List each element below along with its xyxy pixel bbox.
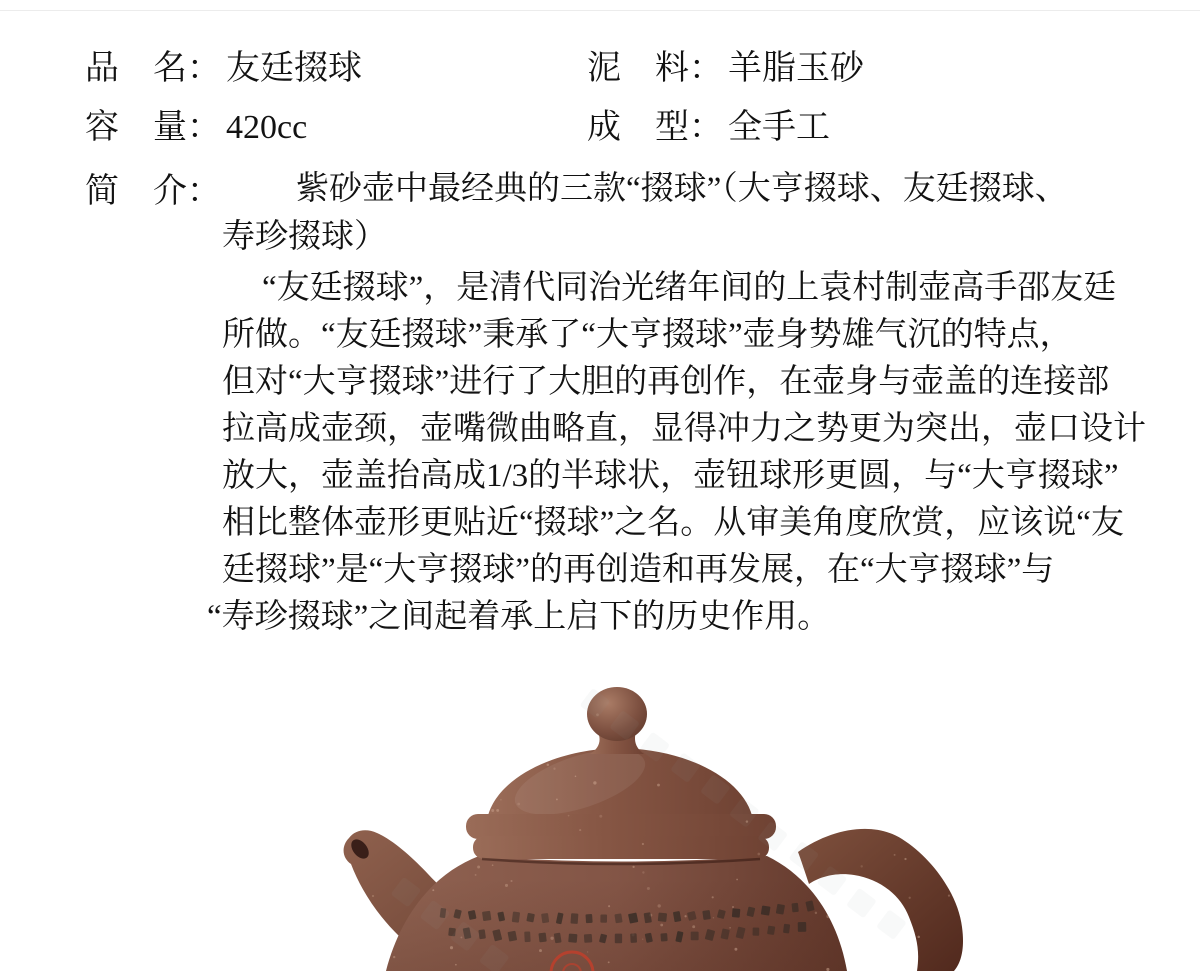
inscription-mark: [570, 913, 578, 924]
speckle-dot: [458, 739, 461, 742]
paragraph-line: 拉高成壶颈，壶嘴微曲略直，显得冲力之势更为突出，壶口设计: [222, 411, 1146, 447]
intro-text: [222, 167, 1068, 263]
inscription-mark: [761, 905, 771, 915]
inscription-mark: [767, 926, 775, 935]
paragraph-line: 廷掇球”是“大亨掇球”的再创造和再发展，在“大亨掇球”与: [222, 552, 1055, 588]
paragraph-line: 所做。“友廷掇球”秉承了“大亨掇球”壶身势雄气沉的特点，: [222, 317, 1073, 353]
speckle-dot: [909, 897, 911, 899]
speckle-dot: [608, 961, 610, 963]
speckle-dot: [754, 720, 757, 723]
speckle-dot: [946, 840, 947, 841]
speckle-dot: [575, 776, 577, 778]
spec-value-name: 友廷掇球: [226, 50, 362, 87]
inscription-mark: [702, 910, 711, 920]
speckle-dot: [593, 781, 596, 784]
speckle-dot: [968, 781, 971, 784]
inscription-mark: [478, 929, 486, 939]
speckle-dot: [344, 911, 346, 913]
speckle-dot: [550, 713, 552, 715]
speckle-dot: [848, 928, 850, 930]
speckle-dot: [599, 815, 602, 818]
speckle-dot: [405, 773, 408, 776]
inscription-mark: [584, 934, 592, 943]
spec-item-name: [85, 49, 587, 108]
speckle-dot: [572, 724, 574, 726]
speckle-dot: [475, 874, 477, 876]
speckle-dot: [579, 829, 581, 831]
speckle-dot: [894, 854, 896, 856]
lid-flange: [466, 814, 776, 839]
speckle-dot: [385, 711, 387, 713]
inscription-mark: [600, 914, 607, 922]
inscription-mark: [792, 903, 799, 913]
speckle-dot: [715, 700, 718, 703]
speckle-dot: [924, 778, 927, 781]
speckle-dot: [807, 806, 809, 808]
speckle-dot: [396, 766, 398, 768]
paragraph-line: 相比整体壶形更贴近“掇球”之名。从审美角度欣赏，应该说“友: [222, 505, 1124, 541]
speckle-dot: [940, 746, 942, 748]
speckle-dot: [871, 926, 874, 929]
inscription-mark: [753, 928, 760, 936]
speckle-dot: [455, 964, 457, 966]
inscription-mark: [783, 924, 790, 934]
spec-grid: [85, 49, 864, 167]
intro-paragraph: [207, 266, 1146, 642]
speckle-dot: [477, 866, 480, 869]
speckle-dot: [496, 809, 499, 812]
speckle-dot: [713, 917, 714, 918]
spec-label-capacity: 容 量：: [85, 109, 221, 146]
spec-value-forming: 全手工: [728, 109, 830, 146]
speckle-dot: [817, 778, 819, 780]
speckle-dot: [510, 880, 512, 882]
spec-label-forming: 成 型：: [587, 109, 723, 146]
speckle-dot: [550, 937, 553, 940]
intro-line: 寿珍掇球）: [222, 219, 387, 255]
inscription-mark: [482, 911, 491, 921]
paragraph-line: 但对“大亨掇球”进行了大胆的再创作，在壶身与壶盖的连接部: [222, 364, 1110, 400]
inscription-mark: [798, 922, 807, 932]
inscription-mark: [614, 913, 622, 923]
speckle-dot: [826, 915, 829, 918]
speckle-dot: [464, 699, 466, 701]
speckle-dot: [729, 927, 731, 929]
speckle-dot: [853, 697, 855, 699]
speckle-dot: [903, 914, 906, 917]
speckle-dot: [745, 750, 748, 753]
speckle-dot: [943, 754, 946, 757]
speckle-dot: [732, 906, 734, 908]
speckle-dot: [446, 701, 449, 704]
speckle-dot: [394, 813, 397, 816]
speckle-dot: [948, 895, 950, 897]
speckle-dot: [556, 798, 558, 800]
speckle-dot: [353, 820, 356, 823]
speckle-dot: [517, 803, 520, 806]
speckle-dot: [815, 912, 817, 914]
spec-item-capacity: [85, 108, 587, 167]
speckle-dot: [813, 777, 814, 778]
speckle-dot: [491, 809, 494, 812]
speckle-dot: [650, 729, 653, 732]
speckle-dot: [474, 802, 477, 805]
speckle-dot: [457, 816, 460, 819]
speckle-dot: [844, 897, 847, 900]
speckle-dot: [657, 784, 660, 787]
speckle-dot: [917, 936, 920, 939]
speckle-dot: [794, 812, 796, 814]
speckle-dot: [492, 864, 494, 866]
speckle-dot: [813, 731, 816, 734]
speckle-dot: [505, 884, 508, 887]
speckle-dot: [473, 703, 475, 705]
speckle-dot: [466, 781, 469, 784]
inscription-mark: [615, 934, 622, 944]
speckle-dot: [475, 764, 478, 767]
speckle-dot: [429, 812, 432, 815]
speckle-dot: [770, 745, 772, 747]
speckle-dot: [874, 952, 877, 955]
paragraph-line: 放大，壶盖抬高成1/3的半球状，壶钮球形更圆，与“大亨掇球”: [222, 458, 1119, 494]
speckle-dot: [891, 812, 893, 814]
speckle-dot: [539, 949, 542, 952]
speckle-dot: [817, 715, 820, 718]
inscription-mark: [630, 933, 637, 943]
intro-line: 紫砂壶中最经典的三款“掇球”（大亨掇球、友廷掇球、: [296, 171, 1068, 207]
spec-value-capacity: 420cc: [226, 109, 308, 146]
speckle-dot: [798, 784, 800, 786]
speckle-dot: [450, 946, 453, 949]
spec-item-forming: [587, 108, 864, 167]
watermark-glyph: [876, 909, 907, 940]
inscription-mark: [568, 934, 577, 943]
speckle-dot: [340, 915, 342, 917]
speckle-dot: [372, 895, 374, 897]
intro-label: 简 介：: [85, 173, 221, 210]
speckle-dot: [830, 802, 833, 805]
spec-value-clay: 羊脂玉砂: [728, 50, 864, 87]
speckle-dot: [438, 798, 439, 799]
speckle-dot: [692, 925, 695, 928]
inscription-mark: [512, 911, 520, 922]
teapot-photo: [280, 670, 1000, 971]
speckle-dot: [642, 938, 643, 939]
top-divider: [0, 10, 1200, 11]
speckle-dot: [929, 827, 931, 829]
speckle-dot: [798, 750, 801, 753]
speckle-dot: [477, 708, 480, 711]
speckle-dot: [712, 896, 714, 898]
speckle-dot: [568, 815, 570, 817]
speckle-dot: [734, 948, 737, 951]
spec-label-clay: 泥 料：: [587, 50, 723, 87]
speckle-dot: [418, 708, 420, 710]
speckle-dot: [393, 956, 395, 958]
inscription-mark: [524, 931, 530, 942]
inscription-mark: [541, 913, 549, 923]
speckle-dot: [500, 799, 502, 801]
mouth-ring: [473, 836, 769, 859]
speckle-dot: [547, 764, 550, 767]
speckle-dot: [553, 768, 555, 770]
speckle-dot: [647, 887, 650, 890]
speckle-dot: [930, 844, 932, 846]
speckle-dot: [736, 879, 738, 881]
inscription-mark: [585, 914, 592, 923]
speckle-dot: [432, 823, 434, 825]
speckle-dot: [642, 871, 644, 873]
speckle-dot: [658, 904, 661, 907]
speckle-dot: [587, 951, 588, 952]
speckle-dot: [642, 843, 644, 845]
inscription-mark: [660, 933, 667, 941]
inscription-mark: [691, 932, 699, 941]
speckle-dot: [684, 915, 686, 917]
speckle-dot: [904, 858, 906, 860]
spec-item-clay: [587, 49, 864, 108]
speckle-dot: [860, 865, 862, 867]
inscription-mark: [538, 933, 546, 943]
speckle-dot: [770, 776, 773, 779]
speckle-dot: [432, 889, 434, 891]
speckle-dot: [757, 853, 760, 856]
spec-label-name: 品 名：: [85, 50, 221, 87]
speckle-dot: [660, 924, 663, 927]
inscription-mark: [732, 908, 741, 917]
watermark-glyph: [846, 888, 877, 919]
speckle-dot: [632, 866, 634, 868]
paragraph-line: “寿珍掇球”之间起着承上启下的历史作用。: [207, 599, 831, 635]
inscription-mark: [658, 913, 667, 922]
speckle-dot: [608, 905, 610, 907]
paragraph-line: “友廷掇球”，是清代同治光绪年间的上袁村制壶高手邵友廷: [262, 270, 1117, 306]
speckle-dot: [799, 769, 801, 771]
